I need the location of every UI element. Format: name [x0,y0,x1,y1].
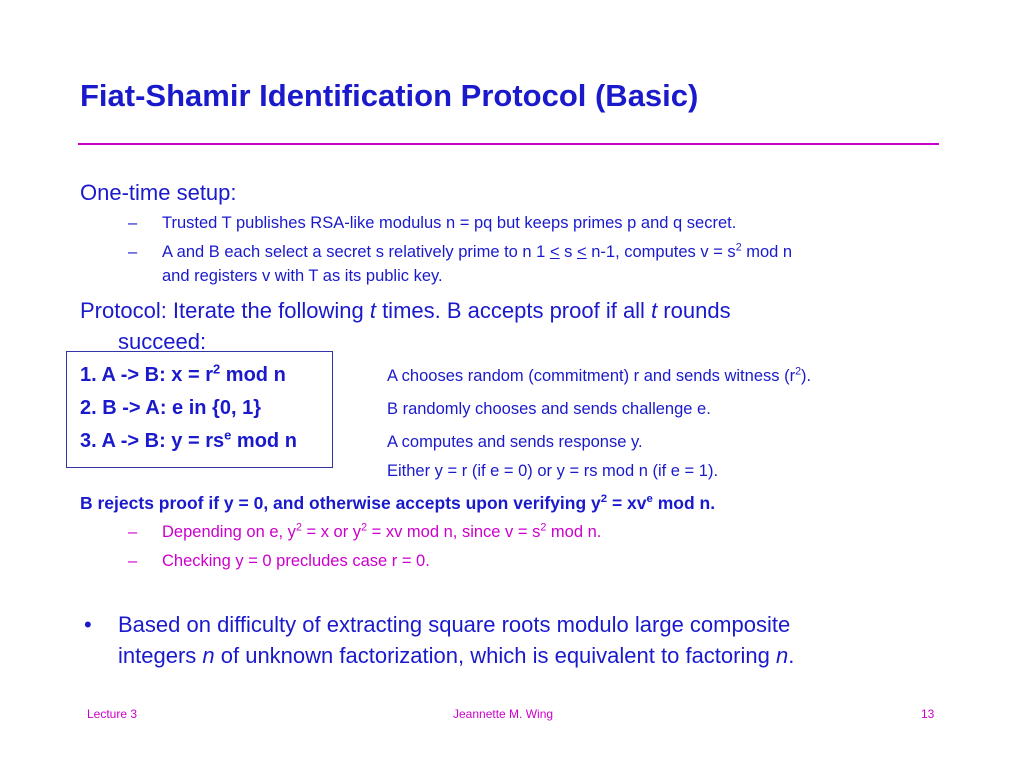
dash-marker: – [128,523,138,541]
step-1-description: A chooses random (commitment) r and sends witness $(r^2)$. [387,365,812,385]
reject-rule: B rejects proof if y = 0, and otherwise accepts upon verifying $y^2 = xv^e$ mod n. [80,493,716,513]
protocol-line: Protocol: Iterate the following t times. B accepts proof if all t rounds [80,298,731,323]
bullet-marker: • [84,612,92,637]
footer-author: Jeannette M. Wing [453,707,554,721]
dash-marker: – [128,552,138,570]
bullet-text-cont: integers n of unknown factorization, which is equivalent to factoring n. [118,643,795,668]
setup-heading: One-time setup: [80,180,237,205]
step-3-description: A computes and sends response y. [387,433,643,451]
step-3: 3. A -> B: $y = rs^e$ mod n [80,427,297,452]
step-2-description: B randomly chooses and sends challenge e. [387,400,711,418]
setup-item-select-cont: and registers v with T as its public key. [162,267,443,285]
setup-item-select: A and B each select a secret s relatively prime to n 1 < s < n-1, computes $v = s^2$ mod n [162,241,793,261]
dash-marker: – [128,214,138,232]
protocol-line-cont: succeed: [118,329,207,354]
check-item: Checking y = 0 precludes case r = 0. [162,552,430,570]
bullet-text: Based on difficulty of extracting square roots modulo large composite [118,612,791,637]
step-3-description-cont: Either y = r (if e = 0) or y = rs mod n (if e = 1). [387,462,719,480]
title-divider [78,143,939,145]
footer-lecture: Lecture 3 [87,707,138,721]
dash-marker: – [128,243,138,261]
step-2: 2. B -> A: e in {0, 1} [80,397,261,419]
depend-item: Depending on e, $y^2 = x$ or $y^2$ = xv mod n, since $v = s^2$ mod n. [162,521,602,541]
step-1: 1. A -> B: $x = r^2$ mod n [80,361,286,386]
slide-title: Fiat-Shamir Identification Protocol (Basic) [80,78,699,113]
footer-page-number: 13 [921,707,935,721]
setup-item-publish: Trusted T publishes RSA-like modulus n = pq but keeps primes p and q secret. [162,214,737,232]
